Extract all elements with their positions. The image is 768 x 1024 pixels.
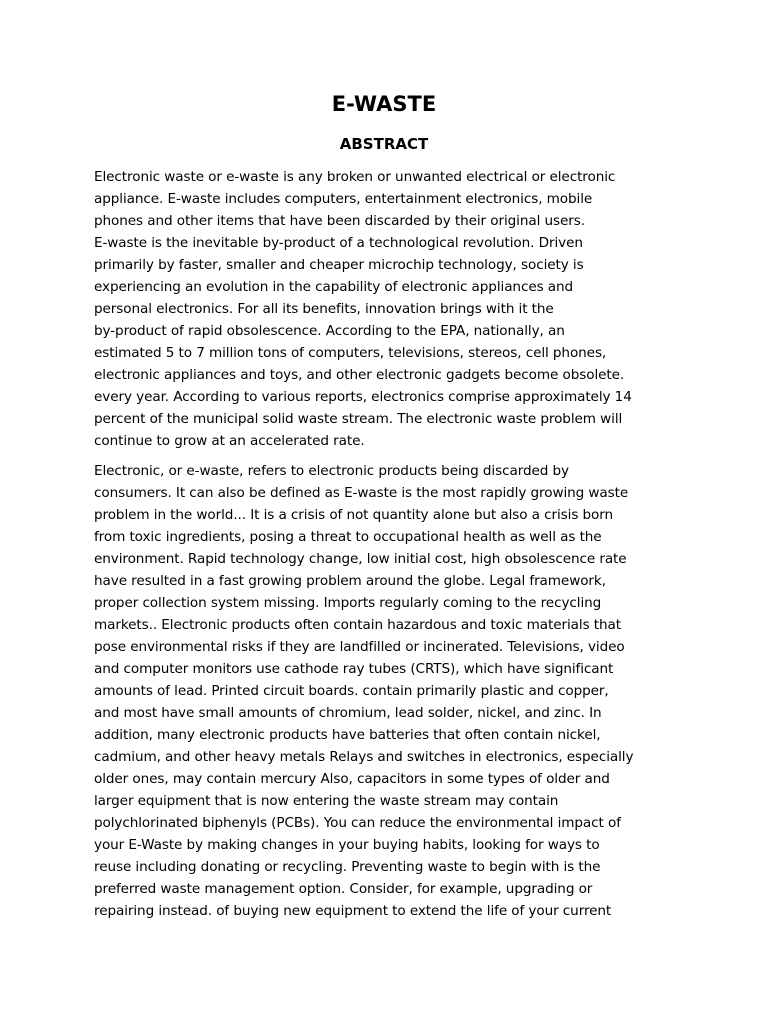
text-line: electronic appliances and toys, and other electronic gadgets become obsolete. — [94, 367, 625, 383]
text-line: polychlorinated biphenyls (PCBs). You can reduce the environmental impact of — [94, 815, 621, 831]
text-line: primarily by faster, smaller and cheaper microchip technology, society is — [94, 257, 584, 273]
text-line: E-waste is the inevitable by-product of a technological revolution. Driven — [94, 235, 583, 251]
text-line: reuse including donating or recycling. Preventing waste to begin with is the — [94, 859, 601, 875]
text-line: problem in the world... It is a crisis of not quantity alone but also a crisis born — [94, 507, 614, 523]
text-line: older ones, may contain mercury Also, capacitors in some types of older and — [94, 771, 610, 787]
text-line: percent of the municipal solid waste stream. The electronic waste problem will — [94, 411, 623, 427]
text-line: pose environmental risks if they are landfilled or incinerated. Televisions, video — [94, 639, 625, 655]
text-line: and most have small amounts of chromium, lead solder, nickel, and zinc. In — [94, 705, 602, 721]
text-line: preferred waste management option. Consider, for example, upgrading or — [94, 881, 593, 897]
text-line: Electronic waste or e-waste is any broken or unwanted electrical or electronic — [94, 169, 616, 185]
abstract-heading: ABSTRACT — [339, 135, 429, 153]
text-line: consumers. It can also be defined as E-waste is the most rapidly growing waste — [94, 485, 629, 501]
text-line: appliance. E-waste includes computers, entertainment electronics, mobile — [94, 191, 593, 207]
text-line: phones and other items that have been discarded by their original users. — [94, 213, 585, 229]
text-line: amounts of lead. Printed circuit boards. contain primarily plastic and copper, — [94, 683, 609, 699]
text-line: Electronic, or e-waste, refers to electronic products being discarded by — [94, 463, 569, 479]
text-line: personal electronics. For all its benefits, innovation brings with it the — [94, 301, 554, 317]
text-line: repairing instead. of buying new equipment to extend the life of your current — [94, 903, 612, 919]
text-line: continue to grow at an accelerated rate. — [94, 433, 365, 449]
document-title: E-WASTE — [331, 92, 437, 116]
text-line: by-product of rapid obsolescence. According to the EPA, nationally, an — [94, 323, 565, 339]
text-line: every year. According to various reports, electronics comprise approximately 14 — [94, 389, 632, 405]
paragraph-2 — [94, 460, 684, 922]
text-line: proper collection system missing. Imports regularly coming to the recycling — [94, 595, 602, 611]
text-line: experiencing an evolution in the capability of electronic appliances and — [94, 279, 574, 295]
text-line: addition, many electronic products have batteries that often contain nickel, — [94, 727, 601, 743]
text-line: cadmium, and other heavy metals Relays and switches in electronics, especially — [94, 749, 634, 765]
text-line: estimated 5 to 7 million tons of computers, televisions, stereos, cell phones, — [94, 345, 607, 361]
paragraph-1 — [94, 166, 684, 452]
text-line: environment. Rapid technology change, low initial cost, high obsolescence rate — [94, 551, 627, 567]
document-body — [94, 166, 684, 930]
text-line: markets.. Electronic products often contain hazardous and toxic materials that — [94, 617, 621, 633]
text-line: larger equipment that is now entering the waste stream may contain — [94, 793, 559, 809]
text-line: and computer monitors use cathode ray tubes (CRTS), which have significant — [94, 661, 614, 677]
text-line: from toxic ingredients, posing a threat to occupational health as well as the — [94, 529, 602, 545]
text-line: your E-Waste by making changes in your buying habits, looking for ways to — [94, 837, 600, 853]
text-line: have resulted in a fast growing problem around the globe. Legal framework, — [94, 573, 606, 589]
